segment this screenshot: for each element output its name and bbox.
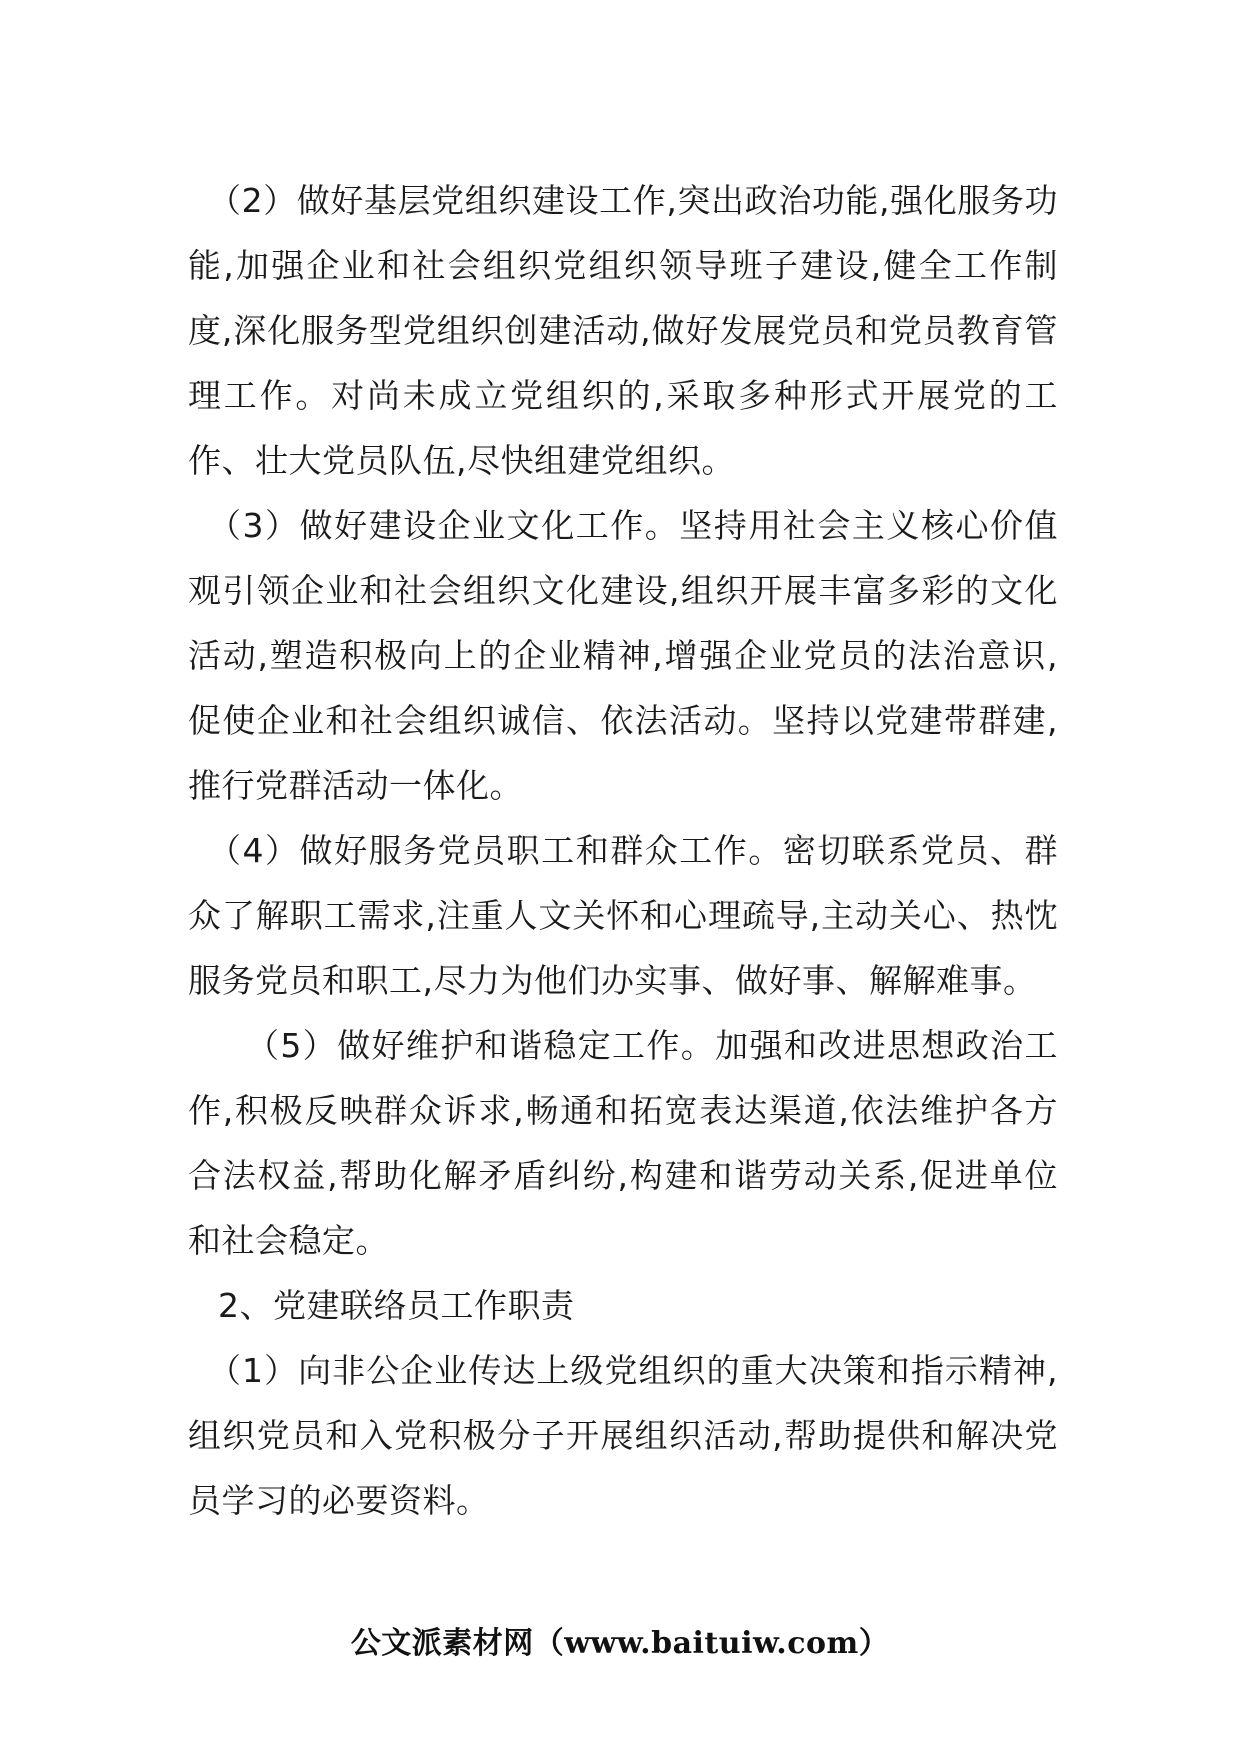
document-body [188, 168, 1058, 1533]
paragraph-item-5: （5）做好维护和谐稳定工作。加强和改进思想政治工作,积极反映群众诉求,畅通和拓宽表达渠道,依法维护各方合法权益,帮助化解矛盾纠纷,构建和谐劳动关系,促进单位和社会稳定。 [188, 1026, 1058, 1260]
paragraph-duty-1: （1）向非公企业传达上级党组织的重大决策和指示精神,组织党员和入党积极分子开展组织活动,帮助提供和解决党员学习的必要资料。 [188, 1351, 1058, 1520]
paragraph-item-2: （2）做好基层党组织建设工作,突出政治功能,强化服务功能,加强企业和社会组织党组织领导班子建设,健全工作制度,深化服务型党组织创建活动,做好发展党员和党员教育管理工作。对尚未成立党组织的,采取多种形式开展党的工作、壮大党员队伍,尽快组建党组织。 [188, 181, 1058, 480]
section-heading: 2、党建联络员工作职责 [218, 1286, 575, 1325]
paragraph-item-4: （4）做好服务党员职工和群众工作。密切联系党员、群众了解职工需求,注重人文关怀和心理疏导,主动关心、热忱服务党员和职工,尽力为他们办实事、做好事、解解难事。 [188, 831, 1058, 1000]
paragraph-item-3: （3）做好建设企业文化工作。坚持用社会主义核心价值观引领企业和社会组织文化建设,组织开展丰富多彩的文化活动,塑造积极向上的企业精神,增强企业党员的法治意识,促使企业和社会组织诚信、依法活动。坚持以党建带群建,推行党群活动一体化。 [188, 506, 1058, 805]
footer-watermark: 公文派素材网（www.baituiw.com） [350, 1626, 890, 1661]
